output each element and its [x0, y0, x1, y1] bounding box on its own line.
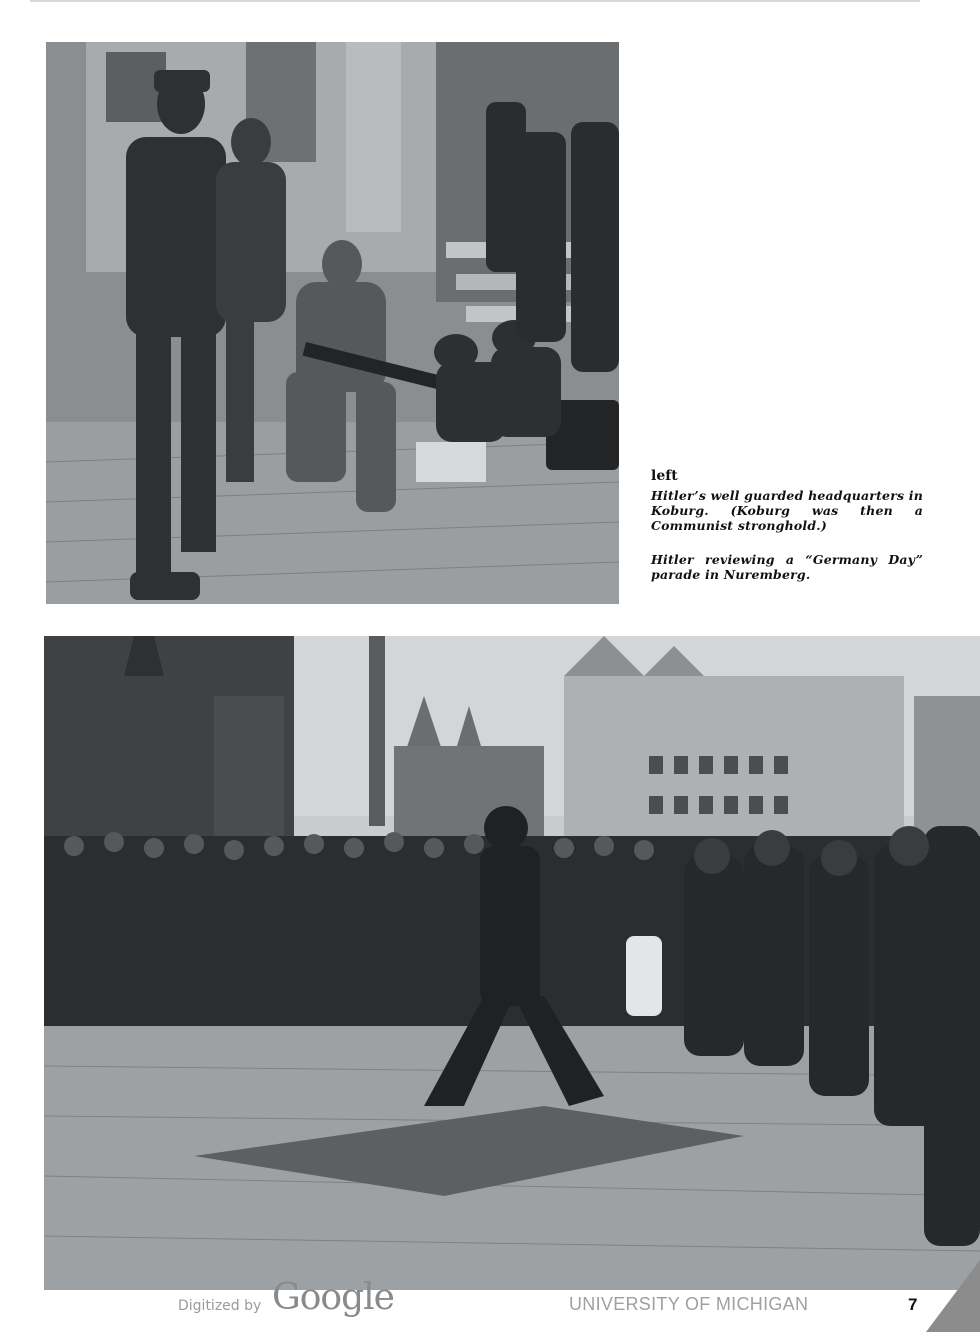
- university-label: UNIVERSITY OF MICHIGAN: [569, 1294, 809, 1314]
- caption-heading: left: [651, 468, 678, 484]
- digitized-by-label: Digitized by: [178, 1298, 262, 1314]
- caption-nuremberg-text: Hitler reviewing a “Germany Day” parade in Nuremberg.: [651, 552, 923, 582]
- caption-koburg-text: Hitler’s well guarded headquarters in Koburg. (Koburg was then a Communist stronghold.): [651, 488, 924, 533]
- page-footer: [0, 1290, 980, 1332]
- google-watermark: Google: [272, 1277, 394, 1318]
- top-border-line: [30, 0, 920, 2]
- photo-caption: [651, 468, 923, 601]
- koburg-headquarters-photo: [46, 42, 619, 604]
- koburg-photo-graphic: [46, 42, 619, 604]
- nuremberg-parade-photo: [44, 636, 980, 1290]
- nuremberg-photo-graphic: [44, 636, 980, 1290]
- page-number: 7: [908, 1295, 918, 1314]
